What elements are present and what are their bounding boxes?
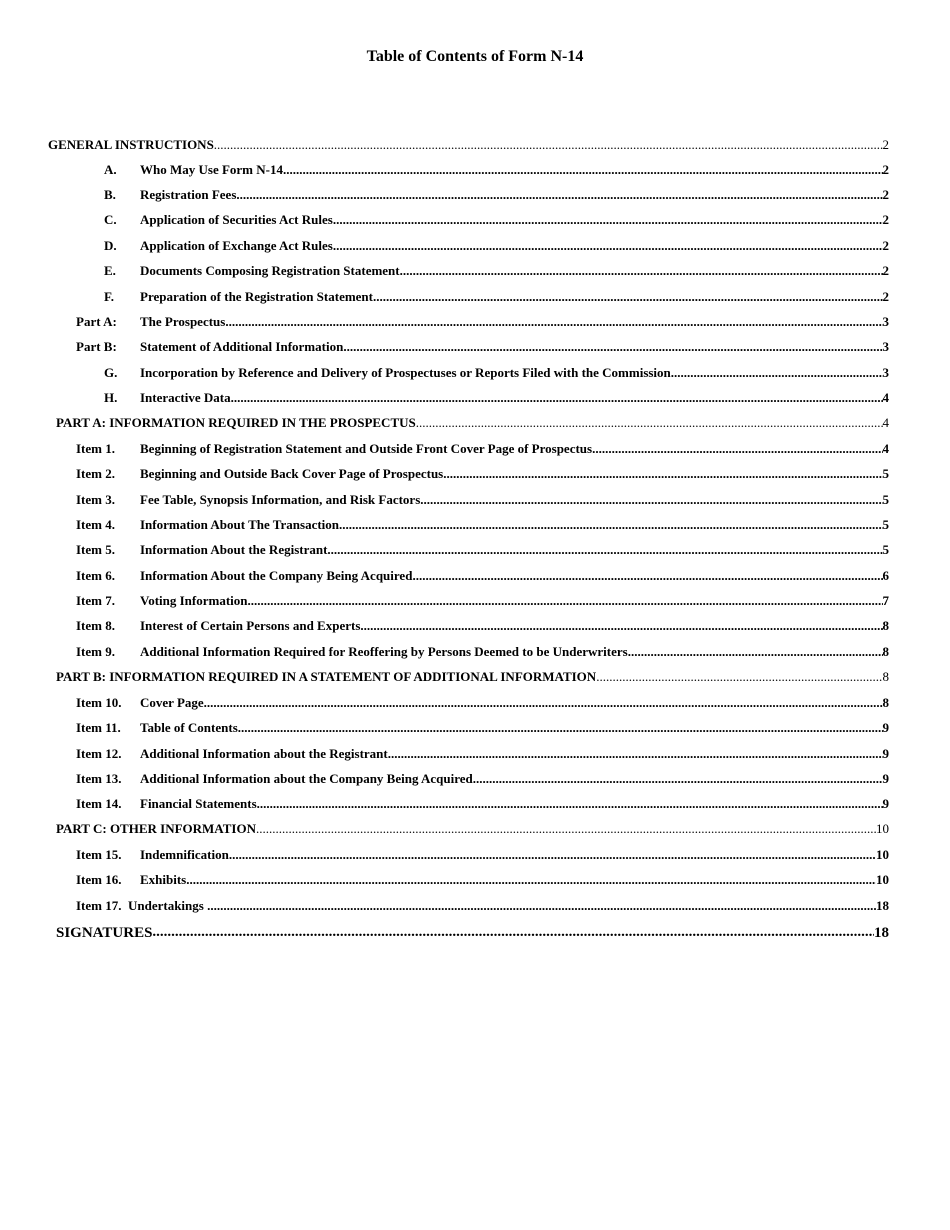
dot-leader [628, 644, 883, 656]
dot-leader [333, 238, 883, 250]
toc-entry-e[interactable] [104, 263, 889, 279]
dot-leader [400, 263, 883, 275]
toc-entry-page: 5 [882, 542, 889, 557]
toc-entry-general-instructions[interactable] [48, 137, 889, 153]
toc-entry-item-12[interactable] [76, 746, 889, 762]
dot-leader [473, 771, 883, 783]
toc-entry-label: Fee Table, Synopsis Information, and Risk Factors [140, 492, 421, 507]
toc-entry-page: 8 [882, 695, 889, 710]
toc-entry-page: 10 [876, 847, 889, 862]
toc-entry-label: Who May Use Form N-14 [140, 162, 283, 177]
toc-entry-label: GENERAL INSTRUCTIONS [48, 137, 214, 152]
toc-entry-item-2[interactable] [76, 466, 889, 482]
dot-leader [596, 669, 882, 681]
toc-entry-label: Beginning and Outside Back Cover Page of Prospectus [140, 466, 444, 481]
toc-entry-number: Item 15. [76, 847, 122, 862]
dot-leader [236, 187, 882, 199]
toc-entry-page: 2 [882, 289, 889, 304]
toc-entry-number: Part B: [76, 339, 117, 354]
toc-entry-signatures[interactable] [56, 924, 889, 942]
dot-leader [333, 212, 883, 224]
toc-entry-label: Documents Composing Registration Statement [140, 263, 400, 278]
toc-entry-d[interactable] [104, 238, 889, 254]
toc-entry-item-14[interactable] [76, 796, 889, 812]
dot-leader [443, 466, 882, 478]
toc-entry-label: Interest of Certain Persons and Experts [140, 618, 361, 633]
dot-leader [207, 898, 876, 910]
toc-entry-page: 2 [882, 263, 889, 278]
toc-entry-page: 4 [882, 390, 889, 405]
toc-entry-page: 8 [882, 618, 889, 633]
dot-leader [257, 796, 883, 808]
document-title: Table of Contents of Form N-14 [366, 48, 584, 65]
dot-leader [416, 415, 883, 427]
toc-entry-number: Item 2. [76, 466, 115, 481]
toc-entry-label: Cover Page [140, 695, 204, 710]
toc-entry-page: 3 [882, 365, 889, 380]
toc-entry-item-5[interactable] [76, 542, 889, 558]
toc-entry-item-11[interactable] [76, 720, 889, 736]
dot-leader [360, 618, 882, 630]
toc-entry-page: 2 [882, 212, 889, 227]
toc-entry-g[interactable] [104, 365, 889, 381]
dot-leader [238, 720, 883, 732]
toc-entry-page: 7 [882, 593, 889, 608]
toc-entry-item-9[interactable] [76, 644, 889, 660]
toc-entry-c[interactable] [104, 212, 889, 228]
toc-entry-item-17[interactable] [76, 898, 889, 914]
toc-entry-page: 2 [882, 187, 889, 202]
toc-entry-page: 9 [882, 796, 889, 811]
toc-entry-page: 9 [882, 720, 889, 735]
toc-entry-page: 3 [882, 339, 889, 354]
toc-entry-part-b[interactable] [56, 669, 889, 685]
toc-entry-label: Information About The Transaction [140, 517, 340, 532]
toc-entry-label: Financial Statements [140, 796, 257, 811]
toc-entry-item-8[interactable] [76, 618, 889, 634]
dot-leader [225, 314, 882, 326]
toc-entry-number: D. [104, 238, 117, 253]
toc-entry-b[interactable] [104, 187, 889, 203]
toc-entry-page: 10 [876, 821, 889, 836]
dot-leader [420, 492, 882, 504]
toc-entry-page: 5 [882, 517, 889, 532]
toc-entry-item-16[interactable] [76, 872, 889, 888]
dot-leader [343, 339, 882, 351]
toc-entry-number: Item 9. [76, 644, 115, 659]
dot-leader [214, 137, 883, 149]
toc-entry-number: B. [104, 187, 116, 202]
toc-entry-page: 10 [876, 872, 889, 887]
dot-leader [339, 517, 882, 529]
toc-entry-item-13[interactable] [76, 771, 889, 787]
toc-entry-label: PART B: INFORMATION REQUIRED IN A STATEMENT OF ADDITIONAL INFORMATION [56, 669, 597, 684]
toc-entry-number: Item 1. [76, 441, 115, 456]
dot-leader [229, 847, 876, 859]
toc-entry-label: PART C: OTHER INFORMATION [56, 821, 256, 836]
toc-entry-page: 18 [874, 925, 889, 941]
toc-entry-number: Item 14. [76, 796, 122, 811]
dot-leader [388, 746, 883, 758]
toc-entry-label: Additional Information Required for Reoffering by Persons Deemed to be Underwriters [140, 644, 628, 659]
toc-entry-item-4[interactable] [76, 517, 889, 533]
toc-entry-f[interactable] [104, 289, 889, 305]
toc-entry-item-15[interactable] [76, 847, 889, 863]
toc-entry-page: 2 [882, 137, 889, 152]
toc-entry-number: Item 3. [76, 492, 115, 507]
toc-entry-page: 4 [882, 441, 889, 456]
dot-leader [412, 568, 882, 580]
toc-entry-part-a[interactable] [56, 415, 889, 431]
toc-entry-label: Table of Contents [140, 720, 238, 735]
toc-entry-page: 2 [882, 238, 889, 253]
toc-entry-page: 8 [882, 669, 889, 684]
dot-leader [152, 925, 874, 937]
toc-entry-item-7[interactable] [76, 593, 889, 609]
toc-entry-item-3[interactable] [76, 492, 889, 508]
toc-entry-page: 6 [882, 568, 889, 583]
dot-leader [256, 821, 876, 833]
toc-entry-item-10[interactable] [76, 695, 889, 711]
toc-entry-number: Part A: [76, 314, 117, 329]
toc-entry-item-6[interactable] [76, 568, 889, 584]
toc-entry-number: C. [104, 212, 117, 227]
toc-entry-page: 3 [882, 314, 889, 329]
toc-entry-page: 9 [882, 771, 889, 786]
toc-entry-item-1[interactable] [76, 441, 889, 457]
toc-entry-number: H. [104, 390, 118, 405]
dot-leader [327, 542, 882, 554]
toc-entry-label: Preparation of the Registration Statement [140, 289, 373, 304]
toc-entry-label: Beginning of Registration Statement and Outside Front Cover Page of Prospectus [140, 441, 593, 456]
toc-entry-number: A. [104, 162, 117, 177]
toc-entry-page: 2 [882, 162, 889, 177]
toc-entry-label: Voting Information [140, 593, 248, 608]
toc-entry-label: Application of Exchange Act Rules [140, 238, 333, 253]
dot-leader [186, 872, 876, 884]
toc-entry-page: 8 [882, 644, 889, 659]
toc-entry-label: Registration Fees [140, 187, 237, 202]
toc-entry-number: Item 13. [76, 771, 122, 786]
toc-entry-number: Item 8. [76, 618, 115, 633]
toc-entry-part-c[interactable] [56, 821, 889, 837]
toc-entry-label: Item 17. Undertakings [76, 898, 208, 913]
dot-leader [204, 695, 883, 707]
toc-entry-label: Interactive Data [140, 390, 231, 405]
toc-entry-number: Item 7. [76, 593, 115, 608]
toc-entry-number: G. [104, 365, 118, 380]
dot-leader [231, 390, 883, 402]
toc-entry-label: Additional Information about the Registrant [140, 746, 388, 761]
dot-leader [373, 289, 883, 301]
toc-entry-part-a-prospectus[interactable] [76, 314, 889, 330]
toc-entry-label: Information About the Registrant [140, 542, 328, 557]
toc-entry-label: The Prospectus [140, 314, 226, 329]
toc-entry-label: SIGNATURES [56, 925, 153, 941]
toc-entry-h[interactable] [104, 390, 889, 406]
toc-entry-a[interactable] [104, 162, 889, 178]
dot-leader [283, 162, 883, 174]
toc-entry-page: 18 [876, 898, 889, 913]
dot-leader [248, 593, 883, 605]
dot-leader [592, 441, 882, 453]
toc-entry-number: Item 10. [76, 695, 122, 710]
toc-entry-number: Item 5. [76, 542, 115, 557]
toc-entry-page: 5 [882, 466, 889, 481]
toc-entry-label: Exhibits [140, 872, 187, 887]
toc-entry-label: Indemnification [140, 847, 229, 862]
toc-entry-label: Additional Information about the Company Being Acquired [140, 771, 473, 786]
toc-entry-number: Item 12. [76, 746, 122, 761]
toc-entry-number: Item 6. [76, 568, 115, 583]
toc-entry-page: 5 [882, 492, 889, 507]
toc-entry-label: Application of Securities Act Rules [140, 212, 333, 227]
toc-entry-number: Item 4. [76, 517, 115, 532]
toc-entry-number: F. [104, 289, 114, 304]
toc-entry-number: Item 16. [76, 872, 122, 887]
dot-leader [671, 365, 883, 377]
toc-entry-label: PART A: INFORMATION REQUIRED IN THE PROSPECTUS [56, 415, 416, 430]
toc-entry-number: E. [104, 263, 116, 278]
toc-entry-label: Incorporation by Reference and Delivery of Prospectuses or Reports Filed with the Commission [140, 365, 671, 380]
toc-entry-page: 9 [882, 746, 889, 761]
toc-entry-part-b-sai[interactable] [76, 339, 889, 355]
toc-entry-page: 4 [882, 415, 889, 430]
toc-entry-number: Item 11. [76, 720, 121, 735]
toc-entry-label: Statement of Additional Information [140, 339, 344, 354]
toc-entry-label: Information About the Company Being Acquired [140, 568, 413, 583]
